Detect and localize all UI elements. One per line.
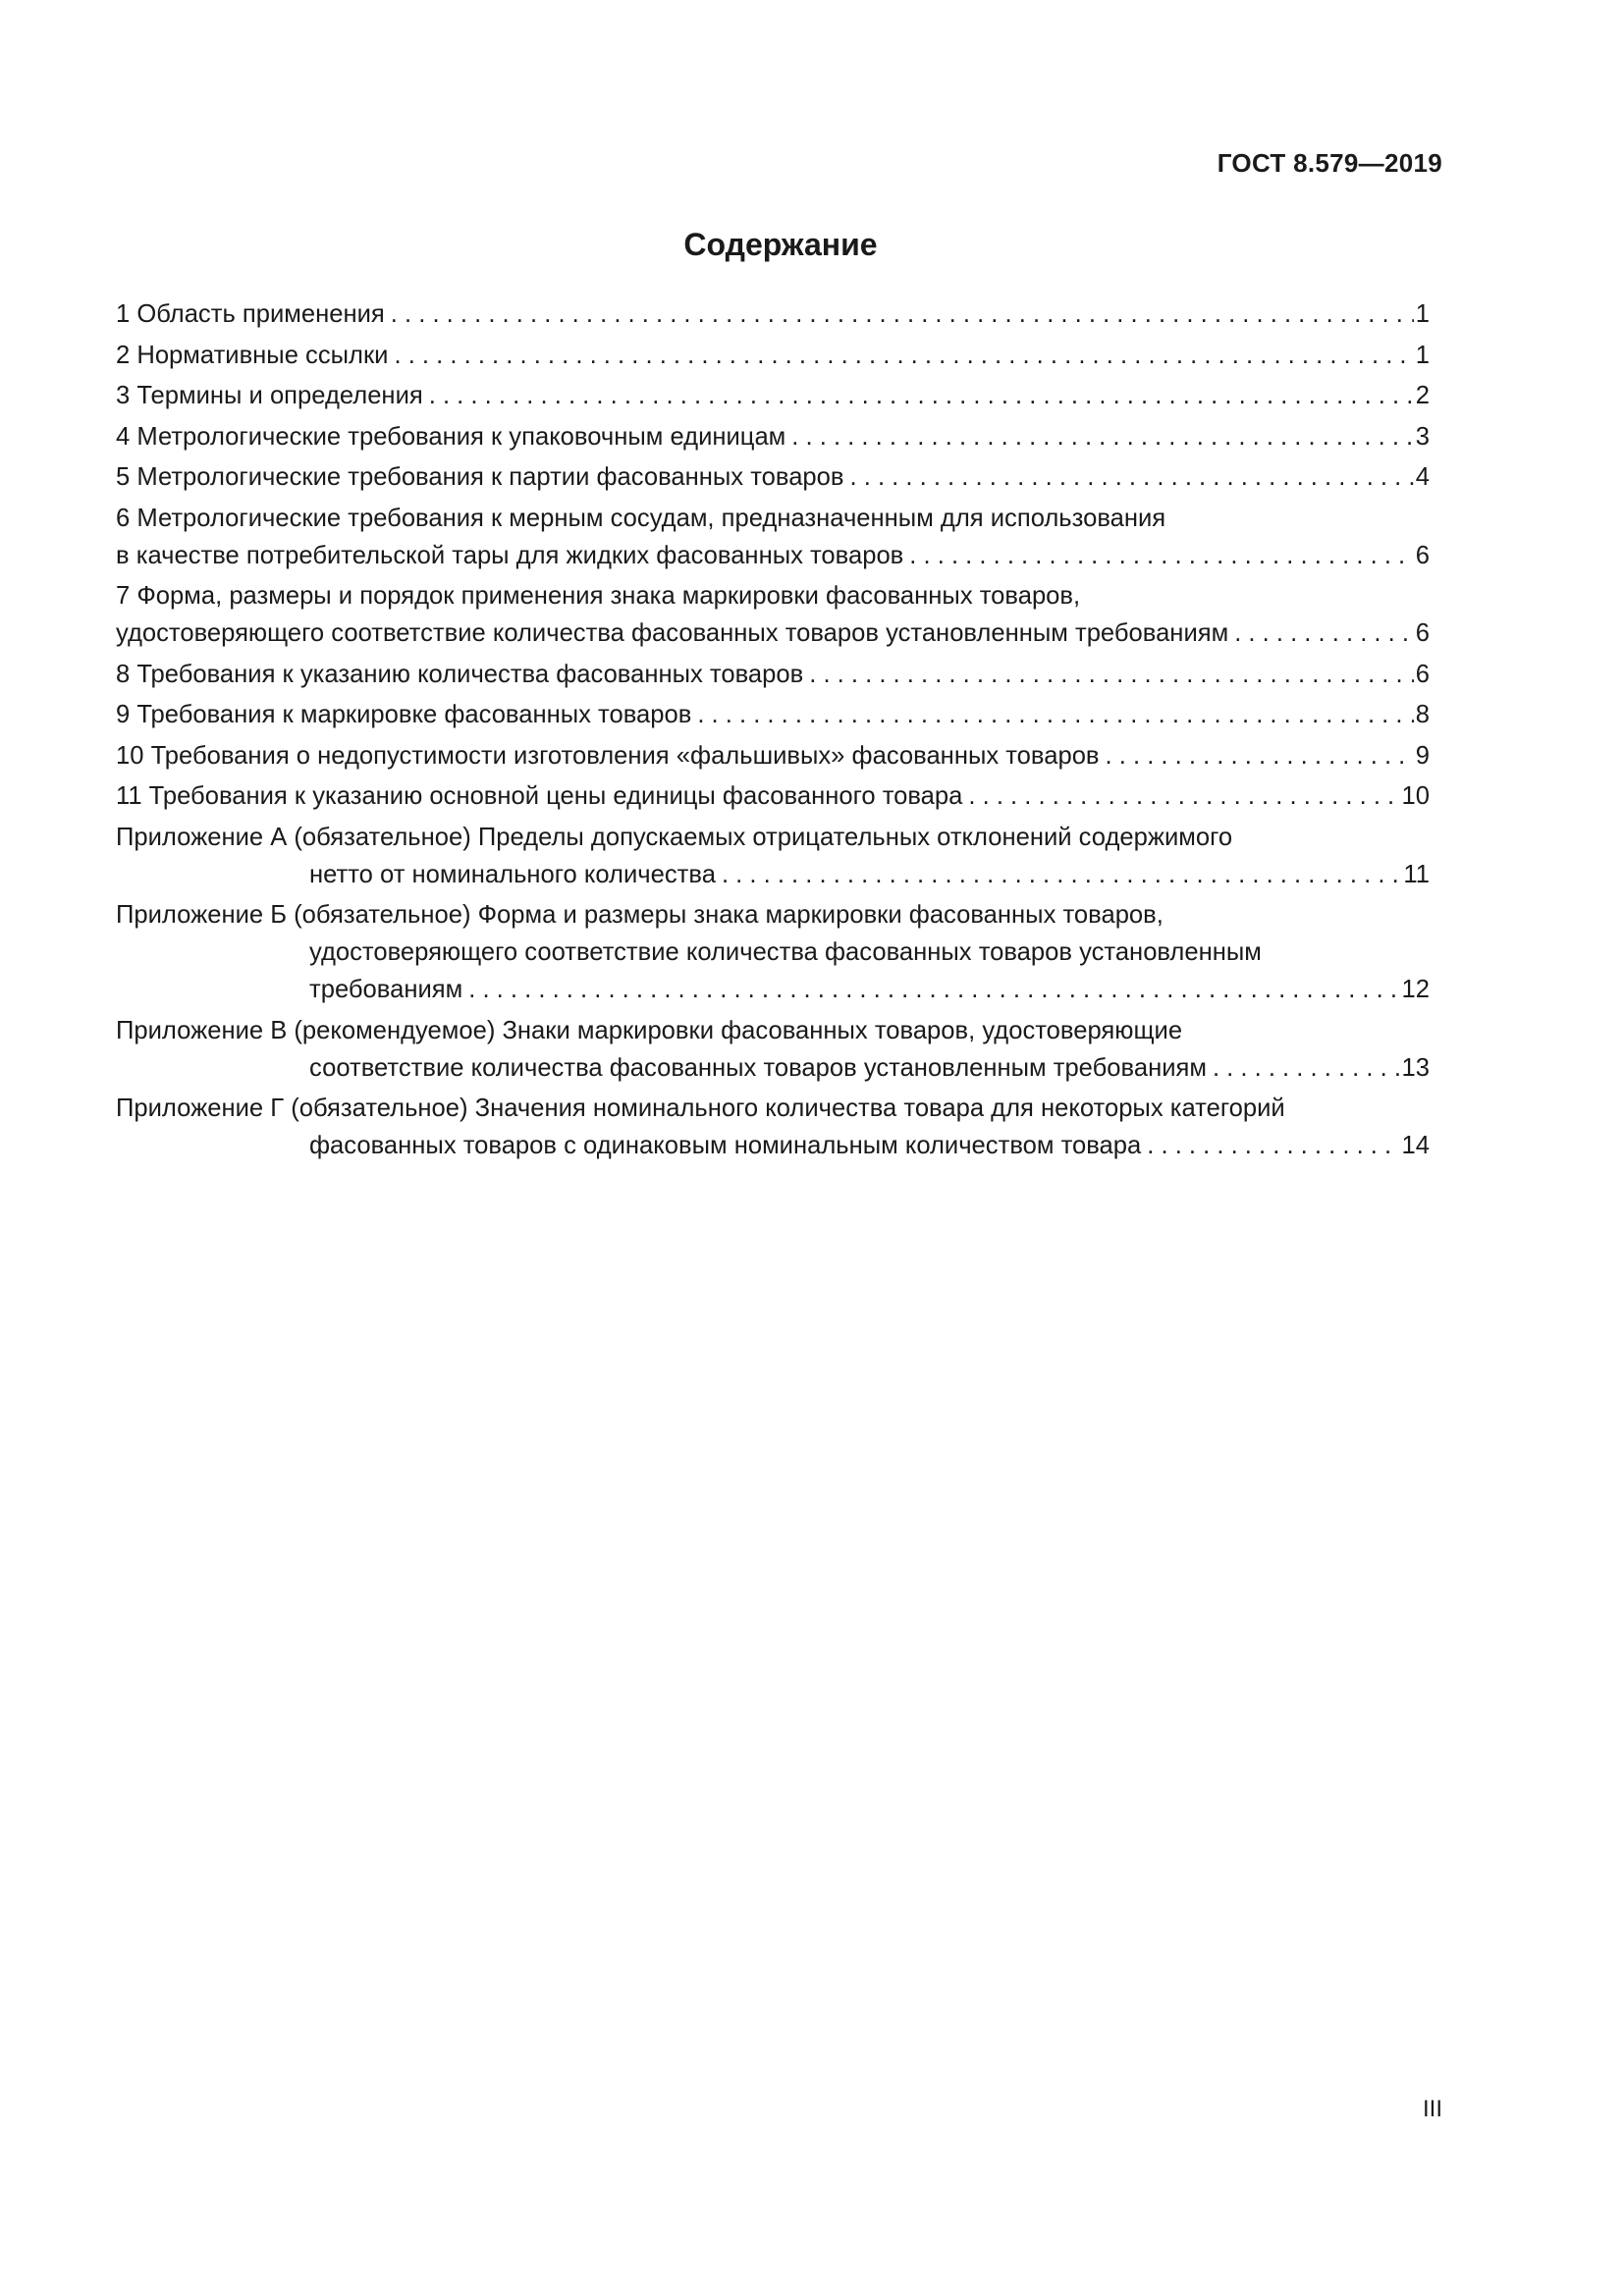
toc-entry[interactable] bbox=[116, 577, 1430, 652]
dot-leader bbox=[903, 537, 1413, 574]
toc-page-number: 13 bbox=[1401, 1053, 1430, 1082]
toc-entry-line: 10 Требования о недопустимости изготовления «фальшивых» фасованных товаров bbox=[116, 741, 1100, 770]
toc-entry-line: удостоверяющего соответствие количества фасованных товаров установленным требованиям bbox=[116, 619, 1229, 647]
toc-entry[interactable] bbox=[116, 737, 1430, 774]
toc-page-number: 6 bbox=[1415, 660, 1430, 688]
toc-entry-line: 1 Область применения bbox=[116, 300, 385, 328]
toc-entry-line: требованиям bbox=[309, 976, 463, 1003]
toc-page-number: 12 bbox=[1401, 976, 1430, 1003]
toc-entry-line: 11 Требования к указанию основной цены единицы фасованного товара bbox=[116, 782, 963, 810]
toc-page-number: 2 bbox=[1415, 382, 1430, 409]
toc-entry-line: Приложение Г (обязательное) Значения номинального количества товара для некоторых категорий bbox=[116, 1095, 1285, 1122]
toc-entry[interactable] bbox=[116, 1012, 1430, 1087]
toc-page-number: 3 bbox=[1415, 422, 1430, 451]
toc-entry-line: Приложение А (обязательное) Пределы допускаемых отрицательных отклонений содержимого bbox=[116, 823, 1233, 851]
toc-page-number: 4 bbox=[1415, 463, 1430, 491]
toc-entry-line: 6 Метрологические требования к мерным сосудам, предназначенным для использования bbox=[116, 504, 1166, 532]
toc-entry-line: 3 Термины и определения bbox=[116, 382, 423, 409]
toc-entry-line: 9 Требования к маркировке фасованных товаров bbox=[116, 701, 692, 728]
page-title: Содержание bbox=[683, 227, 878, 262]
dot-leader bbox=[1228, 614, 1414, 652]
dot-leader bbox=[716, 856, 1401, 893]
toc-entry[interactable] bbox=[116, 377, 1430, 414]
toc-entry-line: 4 Метрологические требования к упаковочным единицам bbox=[116, 422, 786, 451]
toc-entry-line: 5 Метрологические требования к партии фасованных товаров bbox=[116, 463, 844, 491]
toc-entry-line: фасованных товаров с одинаковым номинальным количеством товара bbox=[309, 1132, 1142, 1159]
toc-entry-line: 8 Требования к указанию количества фасованных товаров bbox=[116, 660, 804, 688]
toc-page-number: 11 bbox=[1403, 860, 1430, 888]
table-of-contents bbox=[116, 295, 1430, 1168]
toc-page-number: 6 bbox=[1415, 541, 1430, 569]
toc-entry[interactable] bbox=[116, 696, 1430, 733]
toc-entry-line: удостоверяющего соответствие количества фасованных товаров установленным bbox=[309, 938, 1262, 966]
toc-entry[interactable] bbox=[116, 418, 1430, 455]
toc-entry[interactable] bbox=[116, 896, 1430, 1008]
toc-entry[interactable] bbox=[116, 295, 1430, 333]
document-id: ГОСТ 8.579—2019 bbox=[1217, 148, 1442, 178]
toc-page-number: 1 bbox=[1415, 341, 1430, 369]
dot-leader bbox=[1100, 737, 1414, 774]
dot-leader bbox=[785, 418, 1413, 455]
toc-entry-line: нетто от номинального количества bbox=[309, 860, 716, 888]
toc-entry-line: Приложение В (рекомендуемое) Знаки маркировки фасованных товаров, удостоверяющие bbox=[116, 1016, 1183, 1044]
dot-leader bbox=[1141, 1127, 1399, 1164]
toc-entry[interactable] bbox=[116, 656, 1430, 693]
toc-page-number: 1 bbox=[1415, 300, 1430, 328]
page-number: III bbox=[1422, 2096, 1442, 2122]
toc-page-number: 6 bbox=[1415, 619, 1430, 647]
toc-entry-line: соответствие количества фасованных товаров установленным требованиям bbox=[309, 1053, 1207, 1082]
toc-entry[interactable] bbox=[116, 500, 1430, 574]
dot-leader bbox=[462, 971, 1399, 1008]
toc-entry[interactable] bbox=[116, 458, 1430, 496]
toc-page-number: 8 bbox=[1415, 701, 1430, 728]
toc-entry[interactable] bbox=[116, 337, 1430, 374]
toc-entry-line: 2 Нормативные ссылки bbox=[116, 341, 389, 369]
toc-entry-line: Приложение Б (обязательное) Форма и размеры знака маркировки фасованных товаров, bbox=[116, 901, 1164, 929]
dot-leader bbox=[844, 458, 1414, 496]
toc-entry-line: в качестве потребительской тары для жидких фасованных товаров bbox=[116, 541, 904, 569]
toc-entry[interactable] bbox=[116, 1090, 1430, 1164]
toc-entry[interactable] bbox=[116, 819, 1430, 893]
dot-leader bbox=[423, 377, 1414, 414]
dot-leader bbox=[962, 777, 1399, 815]
toc-entry-line: 7 Форма, размеры и порядок применения знака маркировки фасованных товаров, bbox=[116, 582, 1081, 610]
dot-leader bbox=[691, 696, 1413, 733]
dot-leader bbox=[803, 656, 1414, 693]
toc-page-number: 14 bbox=[1401, 1132, 1430, 1159]
toc-page-number: 9 bbox=[1415, 741, 1430, 770]
dot-leader bbox=[388, 337, 1413, 374]
dot-leader bbox=[1207, 1049, 1400, 1087]
toc-page-number: 10 bbox=[1401, 782, 1430, 810]
dot-leader bbox=[385, 295, 1414, 333]
toc-entry[interactable] bbox=[116, 777, 1430, 815]
